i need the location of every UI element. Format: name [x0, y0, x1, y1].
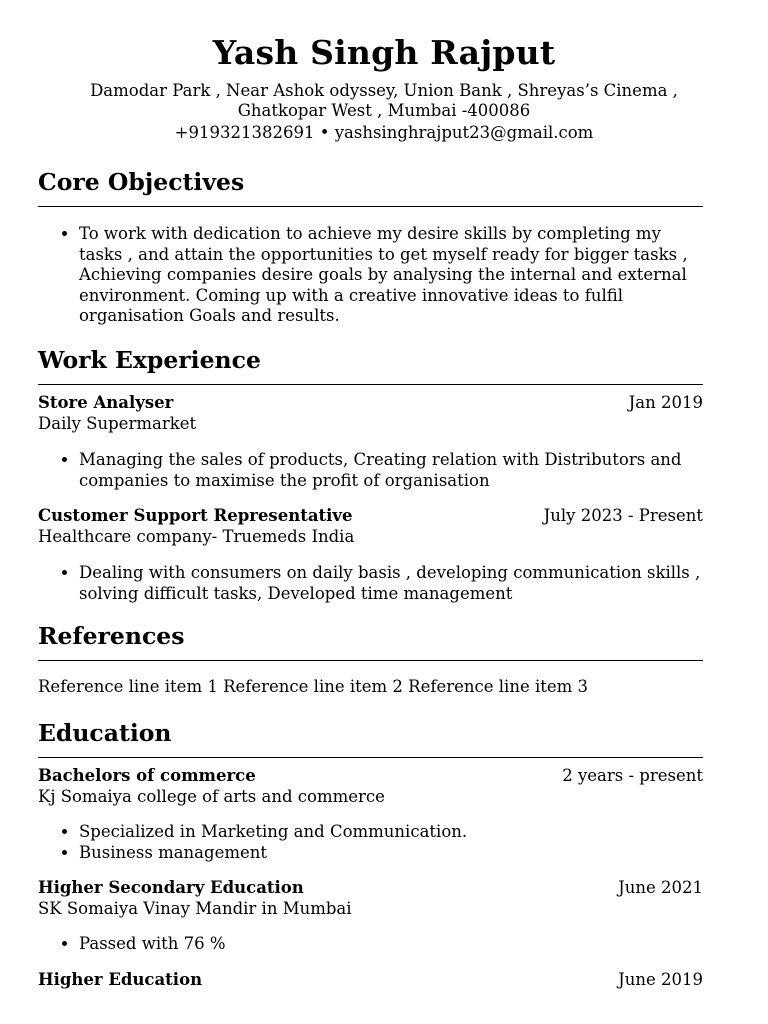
list-item: • To work with dedication to achieve my desire skills by completing my tasks , and attain the opportunities to get myself ready for bigger tasks , Achieving companies desire goals by analysing the internal and external environment. Coming up with a creative innovative ideas to fulfil organisation Goals and results.	[79, 224, 703, 327]
employer: Healthcare company- Truemeds India	[38, 526, 355, 546]
contact-line: +919321382691 • yashsinghrajput23@gmail.com	[174, 123, 594, 142]
section-core-objectives	[38, 168, 703, 327]
education-date: June 2021	[618, 878, 703, 897]
education-entry	[38, 878, 703, 955]
experience-bullets	[38, 563, 703, 604]
list-item: • Business management	[79, 843, 703, 864]
list-item: • Passed with 76 %	[79, 934, 703, 955]
section-title: Education	[38, 719, 703, 758]
employer: Daily Supermarket	[38, 413, 197, 433]
objective-list	[38, 224, 703, 327]
school-name: Kj Somaiya college of arts and commerce	[38, 786, 385, 806]
candidate-name: Yash Singh Rajput	[212, 33, 556, 72]
section-title: Work Experience	[38, 346, 703, 385]
section-work-experience	[38, 346, 703, 604]
list-item: • Managing the sales of products, Creating relation with Distributors and companies to maximise the profit of organisation	[79, 450, 703, 491]
education-entry	[38, 766, 703, 863]
degree-title: Bachelors of commerce	[38, 766, 256, 785]
section-references	[38, 622, 703, 698]
experience-bullets	[38, 450, 703, 491]
experience-entry	[38, 393, 703, 491]
section-title: References	[38, 622, 703, 661]
address: Damodar Park , Near Ashok odyssey, Union Bank , Shreyas’s Cinema , Ghatkopar West , Mumbai -400086	[90, 81, 678, 120]
job-date: July 2023 - Present	[543, 506, 703, 525]
education-date: June 2019	[618, 969, 703, 989]
degree-title: Higher Secondary Education	[38, 878, 304, 897]
job-title: Customer Support Representative	[38, 506, 353, 525]
experience-entry	[38, 506, 703, 604]
job-title: Store Analyser	[38, 393, 174, 412]
list-item: • Specialized in Marketing and Communication.	[79, 822, 703, 843]
education-bullets	[38, 822, 703, 863]
school-name: SK Somaiya Vinay Mandir in Mumbai	[38, 898, 352, 918]
section-title: Core Objectives	[38, 168, 703, 207]
education-date: 2 years - present	[562, 766, 703, 785]
references-text: Reference line item 1 Reference line item 2 Reference line item 3	[38, 677, 589, 696]
resume-header	[0, 0, 768, 143]
education-bullets	[38, 934, 703, 955]
section-education	[38, 719, 703, 990]
job-date: Jan 2019	[628, 393, 703, 412]
education-entry	[38, 970, 703, 991]
list-item: • Dealing with consumers on daily basis , developing communication skills , solving difficult tasks, Developed time management	[79, 563, 703, 604]
degree-title: Higher Education	[38, 969, 203, 989]
